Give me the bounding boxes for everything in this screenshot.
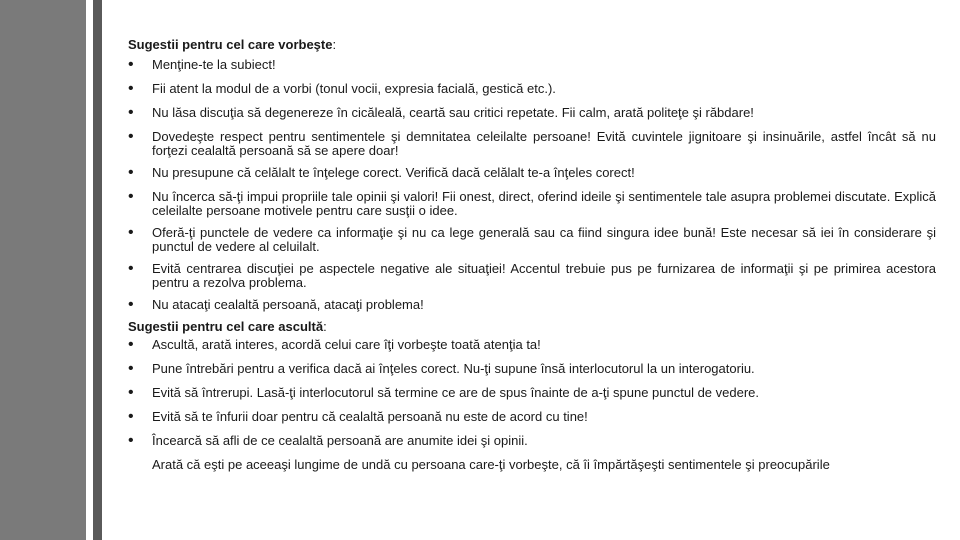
list-item: • Evită să întrerupi. Lasă-ţi interlocutorul să termine ce are de spus înainte de a-ţi spune punctul de vedere. — [128, 384, 760, 401]
bullet-icon: • — [128, 260, 134, 277]
bullet-icon: • — [128, 128, 134, 145]
list-item: • Pune întrebări pentru a verifica dacă ai înţeles corect. Nu-ţi supune însă interlocutorul la un interogatoriu. — [128, 360, 755, 377]
list-item: • Fii atent la modul de a vorbi (tonul vocii, expresia facială, gestică etc.). — [128, 80, 556, 97]
list-item: • Menţine-te la subiect! — [128, 56, 276, 73]
list-item: • Nu atacaţi cealaltă persoană, atacaţi problema! — [128, 296, 424, 313]
speaker-list — [128, 58, 936, 312]
list-item: • Evită să te înfurii doar pentru că cealaltă persoană nu este de acord cu tine! — [128, 408, 588, 425]
slide-content — [128, 38, 936, 472]
speaker-heading: Sugestii pentru cel care vorbeşte: — [128, 37, 337, 52]
list-item: • Dovedeşte respect pentru sentimentele şi demnitatea celeilalte persoane! Evită cuvintele jignitoare şi insinuările, astfel încât să nu forţezi cealaltă persoană să se apere doar! — [128, 128, 936, 158]
bullet-icon: • — [128, 336, 134, 353]
listener-list — [128, 338, 936, 448]
bullet-icon: • — [128, 56, 134, 73]
list-item: • Oferă-ţi punctele de vedere ca informaţie şi nu ca lege generală sau ca fiind singura idee bună! Este necesar să iei în considerare şi punctul de vedere al celuilalt. — [128, 224, 936, 254]
listener-heading-text: Sugestii pentru cel care ascultă — [128, 319, 324, 334]
bullet-icon: • — [128, 408, 134, 425]
list-item: • Încearcă să afli de ce cealaltă persoană are anumite idei şi opinii. — [128, 432, 528, 449]
bullet-icon: • — [128, 224, 134, 241]
list-item: • Nu lăsa discuţia să degenereze în cicăleală, ceartă sau critici repetate. Fii calm, arată politeţe şi răbdare! — [128, 104, 754, 121]
bullet-icon: • — [128, 360, 134, 377]
listener-heading: Sugestii pentru cel care ascultă: — [128, 319, 327, 334]
bullet-icon: • — [128, 104, 134, 121]
list-item: • Nu încerca să-ţi impui propriile tale opinii şi valori! Fii onest, direct, oferind ideile şi sentimentele tale asupra problemei discutate. Explică celeilalte persoane motivele pentru care susţii o idee. — [128, 188, 936, 218]
trailing-text: Arată că eşti pe aceeaşi lungime de undă cu persoana care-ţi vorbeşte, că îi împărtăşeşti sentimentele şi preocupările — [152, 457, 830, 472]
bullet-icon: • — [128, 296, 134, 313]
list-item: • Ascultă, arată interes, acordă celui care îţi vorbeşte toată atenţia ta! — [128, 336, 541, 353]
bullet-icon: • — [128, 432, 134, 449]
decorative-stripe — [86, 0, 93, 540]
speaker-heading-text: Sugestii pentru cel care vorbeşte — [128, 37, 333, 52]
list-item: • Evită centrarea discuţiei pe aspectele negative ale situaţiei! Accentul trebuie pus pe furnizarea de informaţii şi pe primirea acestora pentru a rezolva problema. — [128, 260, 936, 290]
bullet-icon: • — [128, 188, 134, 205]
decorative-stripe — [0, 0, 86, 540]
decorative-stripe — [102, 0, 108, 540]
bullet-icon: • — [128, 80, 134, 97]
bullet-icon: • — [128, 164, 134, 181]
decorative-stripe — [93, 0, 102, 540]
bullet-icon: • — [128, 384, 134, 401]
list-item: • Nu presupune că celălalt te înţelege corect. Verifică dacă celălalt te-a înţeles corect! — [128, 164, 635, 181]
